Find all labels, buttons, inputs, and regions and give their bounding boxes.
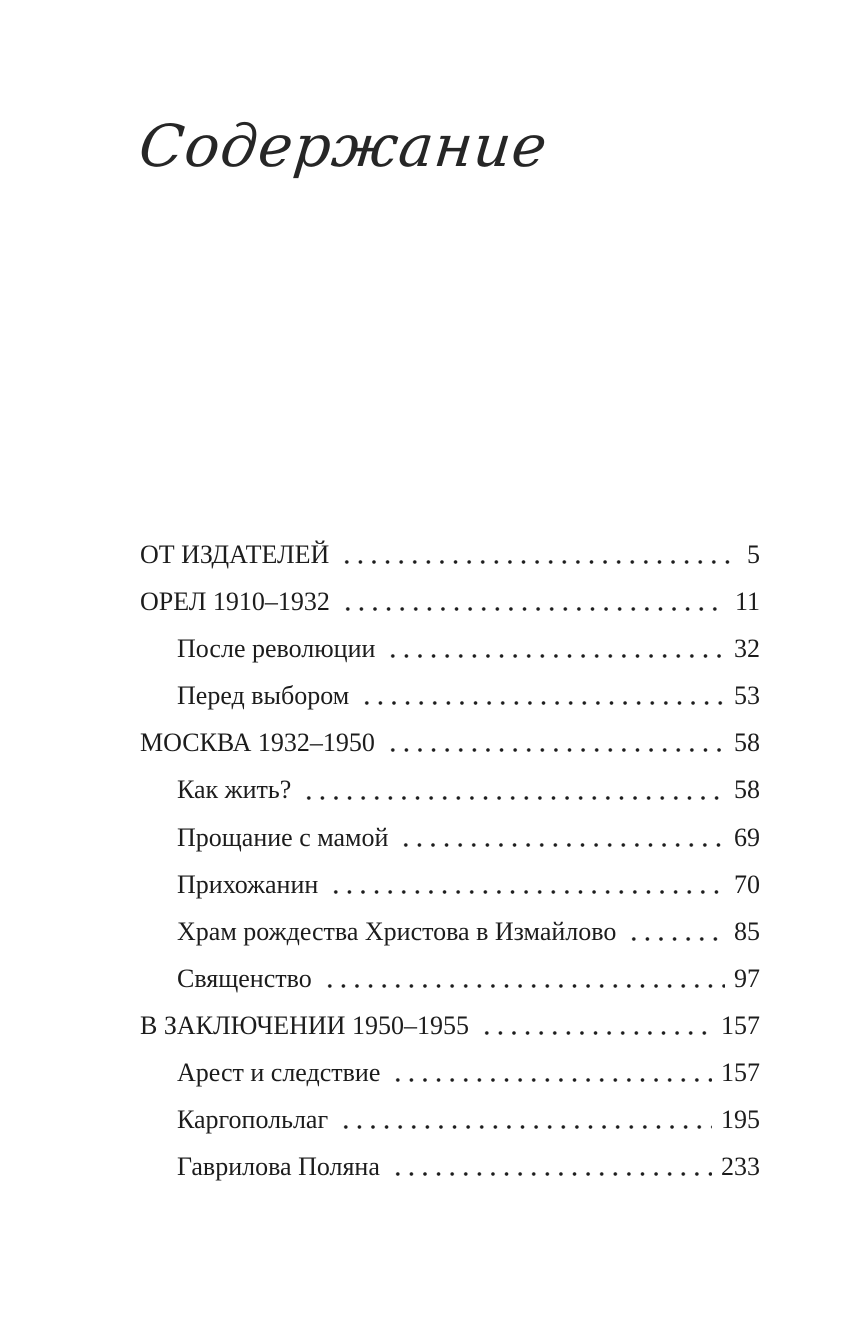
- leader-dots: [356, 672, 725, 719]
- leader-dots: [298, 766, 725, 813]
- toc-entry-label: Перед выбором: [177, 681, 350, 711]
- toc-entry-page-number: 11: [734, 587, 760, 617]
- toc-entry-page-number: 195: [721, 1105, 760, 1135]
- toc-entry[interactable]: [140, 1002, 760, 1049]
- toc-entry-page-number: 5: [747, 540, 760, 569]
- toc-entry-label: Арест и следствие: [177, 1058, 381, 1088]
- toc-entry[interactable]: [140, 578, 760, 625]
- toc-entry-page-number: 32: [734, 634, 760, 664]
- toc-entry-page-number: 97: [734, 963, 760, 993]
- toc-entry[interactable]: [140, 955, 760, 1002]
- leader-dots: [387, 1143, 712, 1190]
- toc-entry-page-number: 233: [721, 1152, 760, 1182]
- toc-entry-label: После революции: [177, 634, 376, 664]
- leader-dots: [319, 955, 725, 1002]
- toc-entry-label: ОРЕЛ 1910–1932: [140, 587, 330, 617]
- toc-entry-label: Как жить?: [177, 775, 292, 805]
- toc-entry-label: Каргопольлаг: [177, 1105, 329, 1135]
- leader-dots: [395, 814, 725, 861]
- toc-entry[interactable]: [140, 861, 760, 908]
- toc-entry-label: Гаврилова Поляна: [177, 1152, 380, 1182]
- leader-dots: [382, 625, 725, 672]
- toc-entry-page-number: 85: [734, 916, 760, 946]
- leader-dots: [325, 861, 725, 908]
- toc-entry[interactable]: [140, 814, 760, 861]
- page-title: Содержание: [136, 112, 552, 180]
- toc-entry-label: В ЗАКЛЮЧЕНИИ 1950–1955: [140, 1010, 469, 1040]
- toc-entry-label: ОТ ИЗДАТЕЛЕЙ: [140, 540, 330, 569]
- leader-dots: [335, 1096, 712, 1143]
- toc-entry-label: МОСКВА 1932–1950: [140, 728, 375, 758]
- toc-entry[interactable]: [140, 908, 760, 955]
- leader-dots: [382, 719, 725, 766]
- toc-entry-label: Храм рождества Христова в Измайлово: [177, 916, 617, 946]
- toc-entry[interactable]: [140, 672, 760, 719]
- toc-entry-page-number: 58: [734, 728, 760, 758]
- leader-dots: [476, 1002, 712, 1049]
- toc-entry[interactable]: [140, 766, 760, 813]
- toc-entry[interactable]: [140, 625, 760, 672]
- toc-entry-page-number: 157: [721, 1010, 760, 1040]
- leader-dots: [387, 1049, 712, 1096]
- leader-dots: [337, 578, 726, 625]
- toc-entry-label: Священство: [177, 963, 312, 993]
- toc-entry-page-number: 70: [734, 869, 760, 899]
- toc-entry[interactable]: [140, 1143, 760, 1190]
- toc-entry-label: Прощание с мамой: [177, 822, 389, 852]
- toc-entry[interactable]: [140, 1049, 760, 1096]
- leader-dots: [623, 908, 725, 955]
- toc-entry-label: Прихожанин: [177, 869, 319, 899]
- table-of-contents: [140, 531, 760, 1190]
- toc-entry-page-number: 157: [721, 1058, 760, 1088]
- toc-entry[interactable]: [140, 531, 760, 578]
- leader-dots: [336, 531, 738, 578]
- toc-entry-page-number: 53: [734, 681, 760, 711]
- toc-entry-page-number: 58: [734, 775, 760, 805]
- toc-entry[interactable]: [140, 719, 760, 766]
- toc-entry-page-number: 69: [734, 822, 760, 852]
- toc-entry[interactable]: [140, 1096, 760, 1143]
